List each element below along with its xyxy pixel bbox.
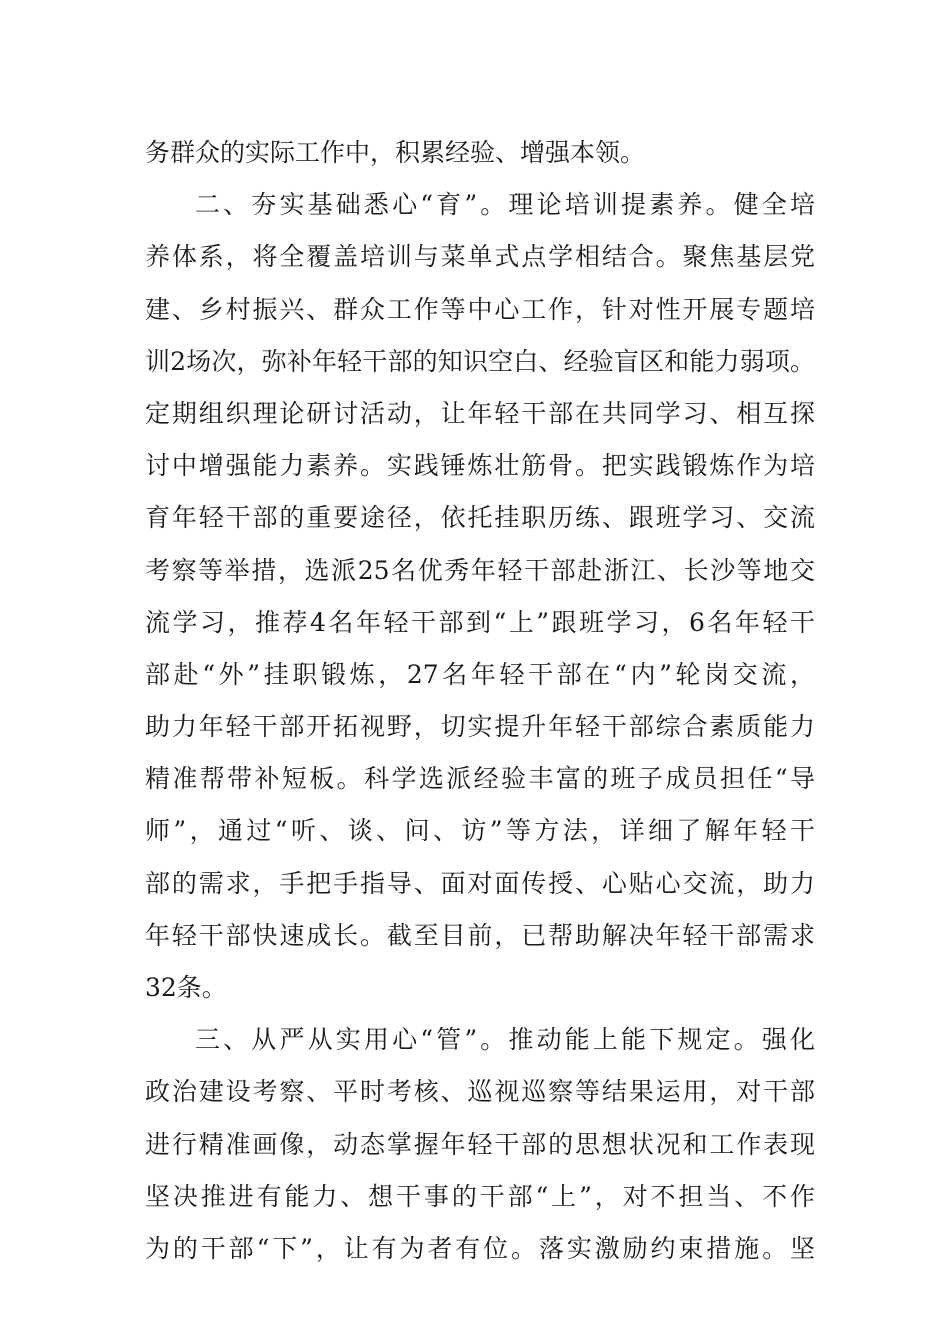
text-line: 部的需求，手把手指导、面对面传授、心贴心交流，助力: [145, 868, 815, 898]
text-line: 流学习，推荐4名年轻干部到“上”跟班学习，6名年轻干: [145, 607, 815, 637]
paragraph-heading-line: 二、夯实基础悉心“育”。理论培训提素养。健全培: [195, 190, 815, 220]
text-line: 建、乡村振兴、群众工作等中心工作，针对性开展专题培: [145, 294, 815, 324]
text-line: 32条。: [145, 973, 227, 1002]
text-line: 养体系，将全覆盖培训与菜单式点学相结合。聚焦基层党: [145, 242, 815, 272]
text-line: 定期组织理论研讨活动，让年轻干部在共同学习、相互探: [145, 398, 815, 428]
text-line: 为的干部“下”，让有为者有位。落实激励约束措施。坚: [145, 1233, 815, 1263]
text-line: 务群众的实际工作中，积累经验、增强本领。: [145, 138, 646, 167]
text-line: 部赴“外”挂职锻炼，27名年轻干部在“内”轮岗交流，: [145, 659, 815, 689]
text-line: 讨中增强能力素养。实践锤炼壮筋骨。把实践锻炼作为培: [145, 451, 815, 481]
text-line: 年轻干部快速成长。截至目前，已帮助解决年轻干部需求: [145, 920, 815, 950]
text-line: 精准帮带补短板。科学选派经验丰富的班子成员担任“导: [145, 764, 815, 794]
text-line: 师”，通过“听、谈、问、访”等方法，详细了解年轻干: [145, 816, 815, 846]
body-text: [145, 127, 815, 1275]
text-line: 政治建设考察、平时考核、巡视巡察等结果运用，对干部: [145, 1077, 815, 1107]
text-line: 考察等举措，选派25名优秀年轻干部赴浙江、长沙等地交: [145, 555, 815, 585]
text-line: 育年轻干部的重要途径，依托挂职历练、跟班学习、交流: [145, 503, 815, 533]
paragraph-heading-line: 三、从严从实用心“管”。推动能上能下规定。强化: [195, 1025, 815, 1055]
text-line: 助力年轻干部开拓视野，切实提升年轻干部综合素质能力: [145, 712, 815, 742]
text-line: 进行精准画像，动态掌握年轻干部的思想状况和工作表现: [145, 1129, 815, 1159]
text-line: 坚决推进有能力、想干事的干部“上”，对不担当、不作: [145, 1181, 815, 1211]
text-line: 训2场次，弥补年轻干部的知识空白、经验盲区和能力弱项。: [145, 346, 815, 376]
